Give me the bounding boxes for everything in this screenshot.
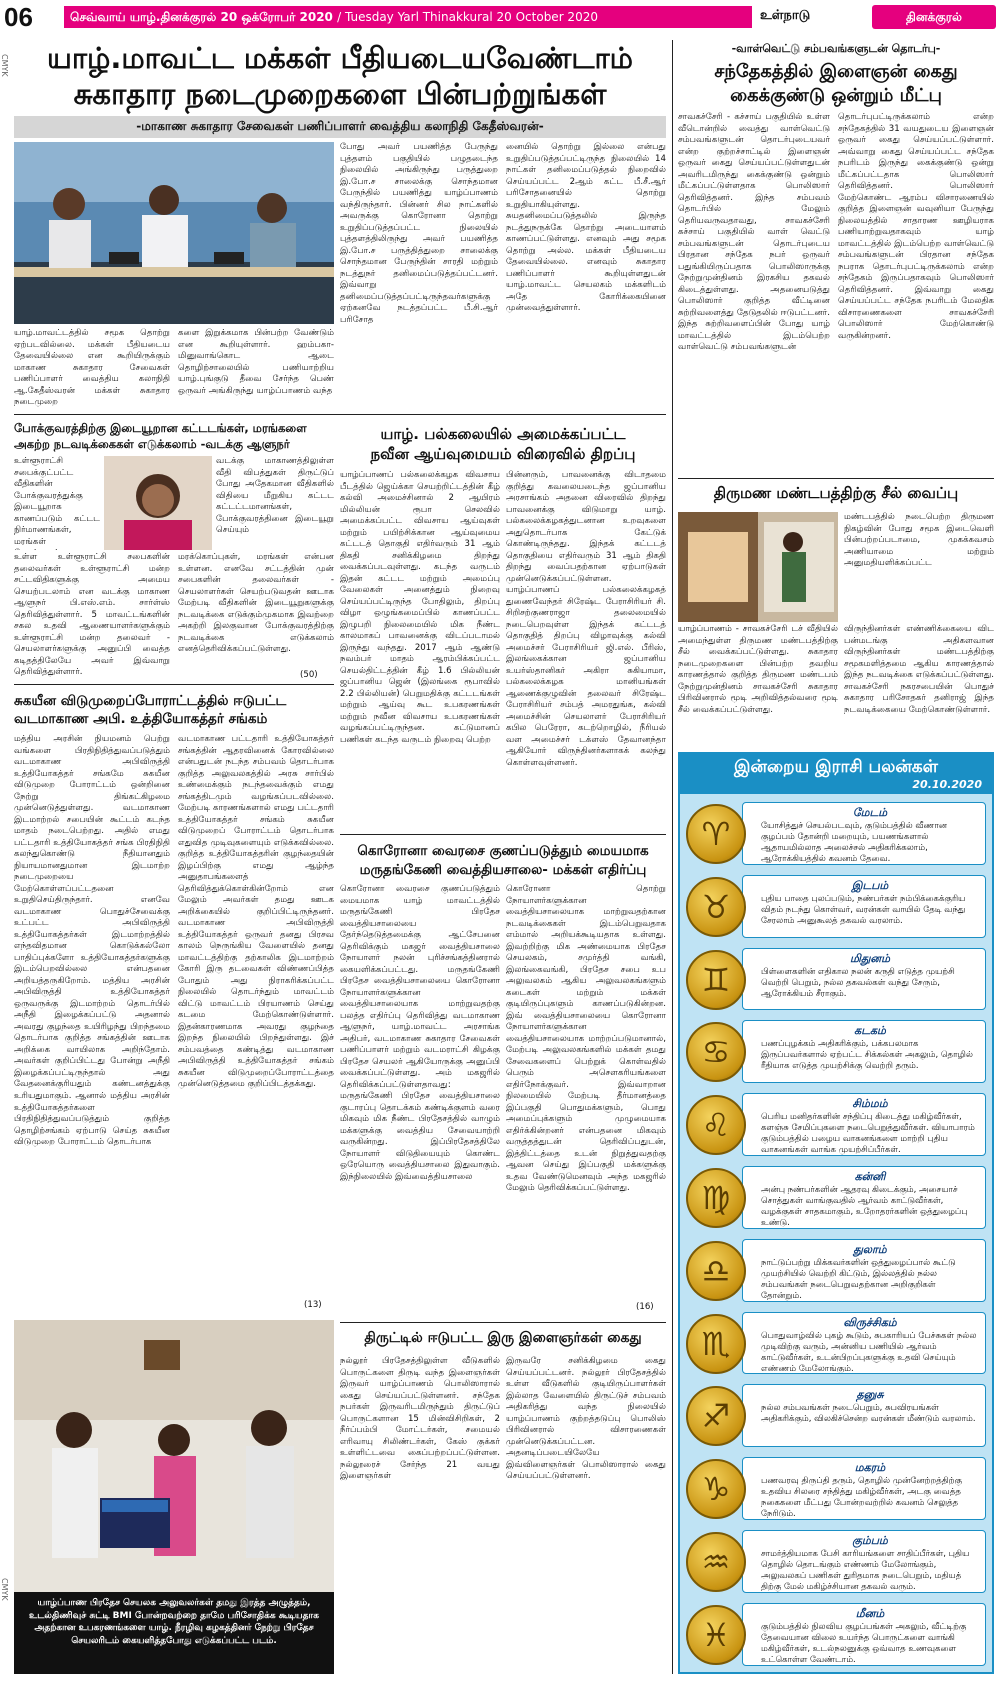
zodiac-text: புதிய பாதை புலப்படும், நண்பர்கள் நம்பிக்கைக்குரிய விதம் நடந்து கொள்வர், வரன்கள் வாயில் தேடி வந்து சேரலாம் அனுகூலத் தகவல் வரலாம். xyxy=(761,893,966,926)
zodiac-name: மீனம் xyxy=(855,1606,885,1620)
zodiac-text: பொதுவாழ்வில் புகழ் கூடும், சுபகாரியப் பேச்சுகள் நல்ல முடிவிற்கு வரும், அன்னிய பணியில் ஆர்வம் காட்டுவீர்கள், உடன்பிறப்புகளுக்கு உதவி செய்யும் எண்ணம் மேலோங்கும். xyxy=(761,1330,977,1374)
zodiac-text: பெரிய மனிதர்களின் சந்திப்பு கிடைத்து மகிழ்வீர்கள், களஞ்சு சேமிப்புகளை நடைபெறுத்துவீர்கள். வியாபாரம் குடும்பத்தில் பழைய வாகனங்களை மாற்றி புதிய வாகனங்கள் வாங்க முயற்சிப்பீர்கள். xyxy=(761,1112,975,1156)
university-col-2: பின்னரும், பாவனைக்கு விடாதமை குறித்து கவலையடைந்த ஜப்பானிய அரசாங்கம் அதனை விரைவில் திறந்து பாவனைக்கு விடுமாறு யாழ். பல்கலைக்கழகத்துடனான உறவுகளை அதுதொடர்பாக கேட்டுக் கொண்டிருந்தது. இந்தக் கட்டடத் தொகுதியை எதிர்வரும் 31 ஆம் திகதி திறந்து வைப்பதற்கான ஏற்பாடுகள் முன்னெடுக்கப்பட்டுள்ளன. யாழ்ப்பாணப் பல்கலைக்கழகத் துணைவேந்தர் சிரேஷ்ட பேராசிரியர் சி. சிறிசற்குணராஜா தலைமையில் நடைபெறவுள்ள இந்தக் கட்டடத் தொகுதித் திறப்பு விழாவுக்கு கல்வி அமைச்சர் பேராசிரியர் ஜி.எல். பீரிஸ், இலங்கைக்கான ஜப்பானிய உயர்ஸ்தானிகர் அகிரா சுகியாமா, பல்கலைக்கழக மானியங்கள் ஆணைக்குழுவின் தலைவர் சிரேஷ்ட பேராசிரியர் சம்பத் அமரதுங்க, கல்வி அமைச்சின் செயலாளர் பேராசிரியர் கபில பெரேரா, கடற்றொழில், நீரியல் வள அமைச்சர் டக்ளஸ் தேவானந்தா ஆகியோர் விருந்தினர்களாகக் கலந்து கொள்ளவுள்ளனர். xyxy=(506,470,666,768)
governor-col-2-top: வடக்கு மாகாணத்திலுள்ள வீதி விபத்துகள் திருட்டுப் போது அதேகமான வீதிகளில் விதியை மீறுகிய கட்டட கட்டட்டமானங்கள், போக்குவரத்தினை இடையூறு செய்யும் xyxy=(216,456,334,536)
aries-icon: ♈ xyxy=(686,804,746,864)
governor-col-2-bottom: மரக்கொப்புகள், மரங்கள் என்பன உள்ளன. எனவே சட்டத்தின் முன் சபைகளின் தலைவர்கள் - செயலாளர்கள் செயற்படுவதன் ஊடாக மேற்படி வீதிகளின் இடையூறுகளுக்கு நடவடிக்கை எடுக்கும்முகமாக இவற்றை அகற்றி இலகுவான போக்குவரத்திற்கு நடவடிக்கை எடுக்கலாம் எனத்தெரிவிக்கப்பட்டுள்ளது. xyxy=(178,552,334,655)
zodiac-row xyxy=(680,871,992,942)
zodiac-text: நல்ல சம்பவங்கள் நடைபெறும், சுபவிரயங்கள் அதிகரிக்கும், விலகிச்சென்ற வரன்கள் மீண்டும் வரலாம். xyxy=(761,1403,976,1425)
governor-col-1-top: உள்ளூராட்சி சபைக்குட்பட்ட வீதிகளின் போக்குவரத்துக்கு இடையூறாக காணப்படும் கட்டட நிர்மாணங்கள், மரங்கள் xyxy=(14,456,100,547)
zodiac-text: பிள்ளைகளின் எதிகால நலன் கருதி எடுத்த முயற்சி வெற்றி பெறும், நல்ல தகவல்கள் வந்து சேரும், ஆரோக்கியம் சீராகும். xyxy=(761,966,955,999)
zodiac-name: இடபம் xyxy=(851,878,889,892)
zodiac-row xyxy=(680,1235,992,1306)
zodiac-list xyxy=(680,798,992,1672)
governor-code: (50) xyxy=(300,670,318,680)
zodiac-name: விருச்சிகம் xyxy=(843,1315,897,1329)
scorpio-icon: ♏ xyxy=(686,1314,746,1374)
page-header xyxy=(0,0,1000,36)
governor-headline xyxy=(14,420,334,452)
sagittarius-icon: ♐ xyxy=(686,1386,746,1446)
zodiac-text: பணப்புழக்கம் அதிகரிக்கும், பக்கபலமாக இருப்பவர்களால் ஏற்பட்ட சிக்கல்கள் அகலும், தொழில் ரீதியாக எடுத்த முயற்சிக்கு வெற்றி தரும். xyxy=(761,1039,973,1072)
zodiac-name: துலாம் xyxy=(853,1242,887,1256)
lead-col-4: னையில் தொற்று இல்லை என்பது உறுதிப்படுத்தப்பட்டிருந்த நிலையில் 14 நாட்கள் தனிமைப்படுத்தல் நிறைவில் செய்யப்பட்ட 2ஆம் கட்ட பீ.சீ.ஆர் பரிசோதனையில் தொற்று உறுதியாகியுள்ளது. சுயதனிமைப்படுத்தலில் இருந்த நடத்துநருக்கே தொற்று அடையாளம் காணப்பட்டுள்ளது. எனவும் அது சமூக தொற்று அல்ல. மக்கள் பீதியடைய தேவையில்லை. எனவும் சுகாதார பணிப்பாளர் கூறியுள்ளதுடன் யாழ்.மாவட்ட செயலகம் மக்களிடம் அதே கோரிக்கையினை முன்வைத்துள்ளார். xyxy=(506,142,666,314)
dateline-english: / Tuesday Yarl Thinakkural 20 October 2020 xyxy=(337,10,598,24)
university-headline-line2: நவீன ஆய்வுமையம் விரைவில் திறப்பு xyxy=(370,445,636,463)
union-headline-line2: வடமாகாண அபி. உத்தியோகத்தர் சங்கம் xyxy=(14,711,268,727)
zodiac-box xyxy=(742,1530,986,1593)
zodiac-row xyxy=(680,1089,992,1160)
lead-col-2: களை இறுக்கமாக பின்பற்ற வேண்டும் என கூறியுள்ளார். ஹம்பகா- மினுவாங்கொட ஆடை தொழிற்சாலையில் பணியாற்றிய யாழ்.புங்குடு தீவை சேர்ந்த பெண் ஒருவர் அங்கிருந்து யாழ்ப்பாணம் வந்த xyxy=(178,328,334,396)
masthead-logo: தினக்குரல் xyxy=(872,5,996,29)
seal-col-left: யாழ்ப்பாணம் - சாவகச்சேரி டச் வீதியில் அமைந்துள்ள திருமண மண்டபத்திற்கு சீல் வைக்கப்பட்டுள்ளது. சுகாதார நடைமுறைகளை பின்பற்ற தவறிய காரணத்தால் குறித்த திருமண மண்டபம் நேற்றுமுன்தினம் சாவகச்சேரி சுகாதார பிரிவினரால் மூடி அறிவித்தல்வரை மூடி சீல் வைக்கப்பட்டுள்ளது. xyxy=(678,624,838,715)
grenade-headline xyxy=(678,60,994,108)
zodiac-name: மகரம் xyxy=(854,1461,886,1475)
seal-col-right: மண்டபத்தில் நடைபெற்ற திருமண நிகழ்வின் போது சமூக இடைவெளி பின்பற்றப்படாமை, முகக்கவசம் அணியாமை மற்றும் அனுமதியளிக்கப்பட்ட xyxy=(844,512,994,569)
zodiac-name: கன்னி xyxy=(854,1170,886,1183)
column-rule xyxy=(672,40,673,1674)
zodiac-box xyxy=(742,1384,986,1447)
zodiac-box xyxy=(742,802,986,865)
zodiac-text: நாட்டுப்பற்று மிக்கவர்களின் ஒத்துழைப்பால் கூட்டு முயற்சியில் வெற்றி கிட்டும், இல்லத்தில் நல்ல சம்பவங்கள் நடைபெறுவதற்கான அறிகுறிகள் தோன்றும். xyxy=(761,1257,956,1301)
zodiac-name: கடகம் xyxy=(854,1024,886,1038)
zodiac-name: கும்பம் xyxy=(852,1534,888,1547)
horoscope-panel xyxy=(678,752,994,1674)
zodiac-name: தனுசு xyxy=(856,1388,884,1402)
libra-icon: ♎ xyxy=(686,1241,746,1301)
zodiac-row xyxy=(680,1599,992,1670)
seal-headline: திருமண மண்டபத்திற்கு சீல் வைப்பு xyxy=(713,484,959,502)
divider xyxy=(340,1322,666,1323)
horoscope-title: இன்றைய இராசி பலன்கள் xyxy=(733,757,939,777)
governor-photo xyxy=(104,456,212,550)
zodiac-box xyxy=(742,875,986,938)
pisces-icon: ♓ xyxy=(686,1605,746,1665)
seal-photo xyxy=(678,512,838,622)
leo-icon: ♌ xyxy=(686,1095,746,1155)
horoscope-header xyxy=(680,754,992,794)
grenade-kicker: -வாள்வெட்டு சம்பவங்களுடன் தொடர்பு- xyxy=(731,42,941,55)
horoscope-date: 20.10.2020 xyxy=(912,778,982,791)
dateline-bar xyxy=(64,6,752,28)
divider xyxy=(678,478,994,479)
zodiac-box xyxy=(742,1457,986,1520)
lead-byline: -மாகாண சுகாதார சேவைகள் பணிப்பாளர் வைத்திய கலாநிதி கேதீஸ்வரன்- xyxy=(14,116,666,138)
zodiac-row xyxy=(680,1453,992,1524)
cmyk-mark-bottom: CMYK xyxy=(0,1578,9,1601)
lead-col-3: போது அவர் பயணித்த பேருந்து புத்தளம் பகுதியில் பழுதடைந்த நிலையில் அங்கிருந்து பருத்துறை இ.போ.ச சாலைக்கு சொந்தமான பேருந்தில் பயணித்து யாழ்ப்பாணம் வந்திருந்தார். பின்னர் சில நாட்களில் அவருக்கு கொரோனா தொற்று உறுதிப்படுத்தப்பட்ட நிலையில் புத்தளத்திலிருந்து அவர் பயணித்த இ.போ.ச பருத்தித்துறை சாலைக்கு சொந்தமான பேருந்தின் சாரதி மற்றும் நடத்துநர் தனிமைப்படுத்தப்பட்டனர். இவ்வாறு தனிமைப்படுத்தப்பட்டிருந்தவர்களுக்கு ஏற்கனவே நடத்தப்பட்ட பீ.சி.ஆர் பரிசோத xyxy=(340,142,498,325)
union-headline xyxy=(14,692,334,728)
zodiac-text: அன்பு நண்பர்களின் ஆதரவு கிடைக்கும், அசையாச் சொத்துகள் வாங்குவதில் ஆர்வம் காட்டுவீர்கள், வழக்குகள் சாதகமாகும், உறோதரர்களின் ஒத்துழைப்பு உண்டு. xyxy=(761,1185,968,1229)
zodiac-name: மிதுனம் xyxy=(850,951,890,965)
union-headline-line1: சுகயீன விடுமுறைப்போராட்டத்தில் ஈடுபட்ட xyxy=(14,693,287,709)
union-col-1: மத்திய அரசின் நியமனம் பெற்று வங்களை பிரதிநிதித்துவப்படுத்தும் வடமாகாண அபிவிருத்தி உத்தியோகத்தர் சங்கமே சுகயீன விடுமுறை போராட்டம் ஒன்றினை நேற்று திங்கட்கிழமை முன்னெடுத்துள்ளது. வடமாகாண இடமாற்றல் சபையின் கூட்டம் கடந்த மாதம் நடைபெற்றது. அதில் எமது பட்டதாரி உத்தியோகத்தர் சங்க பிரதிநிதி கலந்துகொண்டு நீதியானதும் நியாயமானதுமான இடமாற்ற நடைமுறையை மேற்கொள்ளப்பட்டதனை உறுதிசெய்திருந்தார். எனவே வடமாகாண பொதுச்சேவைக்கு உட்பட்ட அபிவிருத்தி உத்தியோகத்தர்கள் இடமாற்றத்தில் எந்தவிதமான கொடுக்கல்லோ பாதிப்புக்களோ உத்தியோகத்தர்களுக்கு இடம்பெறவில்லை என்பதனை அறியத்தருகிறோம். மத்திய அரசின் அபிவிருத்தி உத்தியோகத்தர் ஒருவருக்கு இடமாற்றம் தொடர்பில் அநீதி இழைக்கப்பட்டு அதனால் அவரது குழந்தை உயிரிழந்து பிறந்தமை தொடர்பாக குறித்த சங்கத்தின் ஊடாக அறிக்கை வாயிலாக அறிந்தோம். அவர்கள் குறிப்பிட்டது போன்று அநீதி இழைக்கப்பட்டிருந்தால் அது வேதனைக்குரியதும் கண்டனத்துக்கு உரியதுமாகும். ஆனால் மத்திய அரசின் உத்தியோகத்தர்களை பிரதிநிதித்துவப்படுத்தும் குறித்த தொழிற்சங்கம் ஏற்பாடு செய்த சுகயீன விடுமுறை போராட்டம் தொடர்பாக xyxy=(14,734,170,1148)
corona-headline-line2: மருதங்கேணி வைத்தியசாலை- மக்கள் எதிர்ப்பு xyxy=(359,862,647,878)
zodiac-row xyxy=(680,944,992,1015)
zodiac-row xyxy=(680,1308,992,1379)
zodiac-text: சாமர்த்தியமாக பேசி காரியங்களை சாதிப்பீர்கள், புதிய தொழில் தொடங்கும் எண்ணம் மேலோங்கும், அலுவலகப் பணிகள் துரிதமாக நடைபெறும், மதியத் திற்கு மேல் மகிழ்ச்சியான தகவல் வரும். xyxy=(761,1549,970,1593)
governor-headline-line2: அகற்ற நடவடிக்கைகள் எடுக்கலாம் -வடக்கு ஆளுநர் xyxy=(14,437,290,451)
zodiac-row xyxy=(680,1526,992,1597)
theft-headline: திருட்டில் ஈடுபட்ட இரு இளைஞர்கள் கைது xyxy=(364,1330,642,1346)
grenade-headline-line1: சந்தேகத்தில் இளைஞன் கைது xyxy=(714,61,958,82)
zodiac-text: குடும்பத்தில் நிலவிய குழப்பங்கள் அகலும், வீட்டிற்கு தேவையான விலை உயர்ந்த பொருட்களை வாங்கி மகிழ்வீர்கள், உடல்நலனுக்கு ஒவ்வாத உணவுகளை உட்கொள்ள வேண்டாம். xyxy=(761,1621,967,1665)
zodiac-row xyxy=(680,798,992,869)
zodiac-box xyxy=(742,1093,986,1156)
theft-col-1: நல்லூர் பிரதேசத்திலுள்ள வீடுகளில் பொருட்களை திருடி வந்த இளைஞர்கள் இருவர் யாழ்ப்பாணம் பொலிஸாரால் கைது செய்யப்பட்டுள்ளனர். சந்தேக நபர்கள் இருவரிடமிருந்தும் திருட்டுப் பொருட்களான 15 மின்விசிறிகள், 2 நீர்ப்பம்பி மோட்டர்கள், சமையல் எரிவாயு சிலிண்டர்கள், கேஸ் குக்கர் உள்ளிட்டவை கைப்பற்றப்பட்டுள்ளன. நல்லூரைச் சேர்ந்த 21 வயது இளைஞர்கள் xyxy=(340,1356,500,1482)
cancer-icon: ♋ xyxy=(686,1022,746,1082)
seal-col-right-2: விருந்தினர்கள் எண்ணிக்கையை விட பன்மடங்கு அதிகளவான விருந்தினர்கள் மண்டபத்திற்கு சமூகமளித்தமை ஆகிய காரணத்தால் இந்த நடவடிக்கை எடுக்கப்பட்டுள்ளது. சாவகச்சேரி நகரசபையின் பொதுச் சுகாதார பரிசோதகர் தனிராஜ் இந்த நடவடிக்கையை மேற்கொண்டுள்ளார். xyxy=(844,624,994,715)
aquarius-icon: ♒ xyxy=(686,1532,746,1592)
zodiac-box xyxy=(742,1166,986,1229)
grenade-col-2: தொடர்புபட்டிருக்கலாம் என்ற சந்தேகத்தில் 31 வயதுடைய இளைஞன் ஒருவர் கைது செய்யப்பட்டுள்ளார். அவ்வாறு கைது செய்யப்பட்ட சந்தேக நபரிடம் இருந்து கைக்குண்டு ஒன்று மீட்கப்பட்டதாக பொலிஸார் தெரிவித்தனர். பொலிஸார் மேற்கொண்ட ஆரம்ப விசாரணையில் குறித்த இளைஞன் வவுனியா பேருந்து நிலையத்தில் சாதாரண ஊழியராக பணியாற்றுவதாகவும் யாழ் மாவட்டத்தில் இடம்பெற்ற வாள்வெட்டு சம்பவங்களுடன் பிரதான சந்தேக நபராக தொடர்புபட்டிருக்கலாம் என்ற சந்தேகம் இருப்பதாகவும் பொலிஸார் தெரிவித்தனர். இவ்வாறு கைது செய்யப்பட்ட சந்தேக நபரிடம் மேலதிக விசாரணைகளை சாவகச்சேரி பொலிஸார் மேற்கொண்டு வருகின்றனர். xyxy=(838,112,994,341)
zodiac-box xyxy=(742,948,986,1011)
zodiac-name: மேடம் xyxy=(852,806,888,819)
capricorn-icon: ♑ xyxy=(686,1459,746,1519)
university-headline-line1: யாழ். பல்கலையில் அமைக்கப்பட்ட xyxy=(380,425,626,443)
zodiac-box xyxy=(742,1603,986,1666)
zodiac-name: சிம்மம் xyxy=(852,1097,888,1111)
corona-headline-line1: கொரோனா வைரசை குணப்படுத்தும் மையமாக xyxy=(357,843,649,859)
virgo-icon: ♍ xyxy=(686,1168,746,1228)
grenade-headline-line2: கைக்குண்டு ஒன்றும் மீட்பு xyxy=(730,85,942,106)
lead-headline-line1: யாழ்.மாவட்ட மக்கள் பீதியடையவேண்டாம் xyxy=(47,41,633,75)
gemini-icon: ♊ xyxy=(686,950,746,1010)
cmyk-mark-top: CMYK xyxy=(0,54,9,77)
corona-col-1: கொரோனா வைரசை குணப்படுத்தும் மையமாக யாழ் மாவட்டத்தில் மருதங்கேணி பிரதேச வைத்தியசாலையை தேர்ந்தெடுத்தமைக்கு ஆட்சேபனை தெரிவிக்கும் மகஜர் வைத்தியசாலை நோயாளர் நலன் புரிச்சங்கத்தினரால் கையளிக்கப்பட்டது. மருதங்கேணி பிரதேச வைத்தியசாலையை கொரோனா நோயாளர்களுக்கான வைத்தியசாலையாக மாற்றுவதற்கு பலத்த எதிர்ப்பு தெரிவித்து வடமாகாண ஆளுநர், யாழ்.மாவட்ட அரசாங்க அதிபர், வடமாகாண சுகாதார சேவைகள் பணிப்பாளர் மற்றும் வடமராட்சி கிழக்கு பிரதேச செயலர் ஆகியோருக்கு அனுப்பி வைக்கப்பட்டுள்ளது. அம் மகஜரில் தெரிவிக்கப்பட்டுள்ளதாவது: மருதங்கேணி பிரதேச வைத்தியசாலை குடாரப்பு தொடக்கம் கண்டிக்குளம் வரை மிகவும் மிக நீண்ட பிரதேசத்தில் வாழும் மக்களுக்கு வைத்திய சேவையாற்றி வருகின்றது. இப்பிரதேசத்திலே நோயாளர் விடுதியையும் கொண்ட ஒரேயொரு வைத்தியசாலை இதுவாகும். இந்நிலையில் இவ்வைத்தியசாலை xyxy=(340,884,500,1182)
zodiac-box xyxy=(742,1239,986,1302)
bmi-photo-caption: யாழ்ப்பாண பிரதேச செயலக அலுவலர்கள் தமது இரத்த அழுத்தம், உடல்திணிவுச் சுட்டி BMI போன்றவற்றை தாமே பரிசோதிக்க கூடியதாக அதற்கான உபகரணங்களை யாழ். நீரழிவு கழகத்தினர் நேற்று பிரதேச செயலரிடம் கையளித்தபோது எடுக்கப்பட்ட படம். xyxy=(14,1592,334,1674)
corona-col-2: கொரோனா தொற்று நோயாளர்களுக்கான வைத்தியசாலையாக மாற்றுவதற்கான நடவடிக்கைகள் இடம்பெறுவதாக எம்மால் அறியக்கூடியதாக உள்ளது. இவற்றிற்கு மிக அண்மையாக பிரதேச செயலகம், சமுர்த்தி வங்கி, இலங்கைவங்கி, பிரதேச சபை உப அலுவலகம் ஆகிய அலுவலகங்களும் கடைகள் மற்றும் மக்கள் குடியிருப்புகளும் காணப்படுகின்றன. இவ் வைத்தியசாலையை கொரோனா நோயாளர்களுக்கான வைத்தியசாலையாக மாற்றப்படுமானால், மேற்படி அலுவலகங்களில் மக்கள் தமது சேவைகளைப் பெற்றுக் கொள்வதில் பெரும் அசௌகரியங்களை எதிர்நோக்குவர். இவ்வாறான நிலமையில் மேற்படி தீர்மானத்தை இப்பகுதி பொதுமக்களும், பொது அமைப்புக்களும் முழுமையாக எதிர்க்கின்றனர் என்பதனை மிகவும் வருத்தத்துடன் தெரிவிப்பதுடன், இத்திட்டத்தை உடன் நிறுத்துவதற்கு ஆவன செய்து இப்பகுதி மக்களுக்கு உதவ வேண்டுமெனவும் அந்த மகஜரில் மேலும் தெரிவிக்கப்பட்டுள்ளது. xyxy=(506,884,666,1194)
lead-headline-line2: சுகாதார நடைமுறைகளை பின்பற்றுங்கள் xyxy=(73,77,607,111)
section-label: உள்நாடு xyxy=(760,8,811,23)
taurus-icon: ♉ xyxy=(686,877,746,937)
zodiac-box xyxy=(742,1020,986,1083)
zodiac-text: யோசித்துச் செயல்படவும், குடும்பத்தில் வீணான குழப்பம் தோன்றி மறையும், பயணங்களால் ஆதாயமில்லாத அலைச்சல் அதிகரிக்கலாம், ஆரோக்கியத்தில் கவனம் தேவை. xyxy=(761,821,948,865)
zodiac-box xyxy=(742,1312,986,1375)
lead-col-1: யாழ்.மாவட்டத்தில் சமூக தொற்று ஏற்படவில்லை. மக்கள் பீதியடைய தேவையில்லை என கூறியிருக்கும் மாகாண சுகாதார சேவைகள் பணிப்பாளர் வைத்திய கலாநிதி ஆ.கேதீஸ்வரன் மக்கள் சுகாதார நடைமுறை xyxy=(14,328,170,408)
theft-col-2: இருவரே சனிக்கிழமை கைது செய்யப்பட்டனர். நல்லூர் பிரதேசத்தில் உள்ள வீடுகளில் குடியிருப்பாளர்கள் இல்லாத வேளையில் திருட்டுச் சம்பவம் அதிகரித்து வந்த நிலையில் யாழ்ப்பாணம் குற்றத்தடுப்பு பொலிஸ் பிரிவினரால் விசாரணைகள் முன்னெடுக்கப்பட்டன. அதனடிப்படையிலேயே இவ்விளைஞர்கள் பொலிஸாரால் கைது செய்யப்பட்டுள்ளனர். xyxy=(506,1356,666,1482)
divider xyxy=(340,834,666,835)
university-col-1: யாழ்ப்பாணப் பல்கலைக்கழக விவசாய பீடத்தில் ஜெய்க்கா செயற்றிட்டத்தின் கீழ் கல்வி அமைச்சினால் 2 ஆயிரம் மில்லியன் ரூபா செலவில் அமைக்கப்பட்ட விவசாய ஆய்வுகள் மற்றும் பயிற்சிக்கான ஆய்வுமைய கட்டடத் தொகுதி எதிர்வரும் 31 ஆம் திகதி சனிக்கிழமை திறந்து வைக்கப்படவுள்ளது. கடந்த வருடம் இதன் கட்டட மற்றும் அமைப்பு வேலைகள் அனைத்தும் நிறைவு செய்யப்பட்டிருந்த போதிலும், திறப்பு விழா ஒழுங்கமைப்பில் காணப்பட்ட இழுபறி நிலைமையில் மிக நீண்ட காலமாகப் பாவனைக்கு விடப்படாமல் இருந்து வந்தது. 2017 ஆம் ஆண்டு நவம்பர் மாதம் ஆரம்பிக்கப்பட்ட செயல்திட்டத்தின் கீழ் 1.6 பில்லியன் ஜப்பானிய ஜென் (இலங்கை ரூபாவில் 2.2 பில்லியன்) பெறுமதிக்கு கட்டடங்கள் மற்றும் ஆய்வு கூட உபகரணங்கள் மற்றும் நவீன விவசாய உபகரணங்கள் வழங்கப்பட்டிருந்தன. கட்டுமானப் பணிகள் கடந்த வருடம் நிறைவு பெற்ற xyxy=(340,470,500,745)
page-number: 06 xyxy=(4,2,33,32)
divider xyxy=(14,684,334,685)
lead-headline xyxy=(14,40,666,112)
zodiac-row xyxy=(680,1380,992,1451)
governor-headline-line1: போக்குவரத்திற்கு இடையூறான கட்டடங்கள், மரங்களை xyxy=(14,421,307,435)
zodiac-text: பணவரவு திருப்தி தரும், தொழில் முன்னேற்றத்திற்கு உதவிய சிலரை சந்தித்து மகிழ்வீர்கள், அடகு வைத்த நகைகளை மீட்பது போன்றவற்றில் கவனம் செலுத்த நேரிடும். xyxy=(761,1476,963,1520)
dateline-tamil: செவ்வாய் யாழ்.தினக்குரல் 20 ஒக்ரோபர் 2020 xyxy=(70,10,333,24)
bmi-photo xyxy=(14,1320,334,1592)
zodiac-row xyxy=(680,1016,992,1087)
grenade-col-1: சாவகச்சேரி - கச்சாய் பகுதியில் உள்ள வீடொன்றில் வைத்து வாள்வெட்டு சம்பவங்களுடன் தொடர்புடையவர் என்ற குற்றச்சாட்டில் இளைஞன் ஒருவர் கைது செய்யப்பட்டுள்ளதுடன் அவரிடமிருந்து கைக்குண்டு ஒன்றும் மீட்கப்பட்டுள்ளதாக பொலிஸார் தெரிவித்தனர். இந்த சம்பவம் தொடர்பில் மேலும் தெரியவருவதாவது, சாவகச்சேரி கச்சாய் பகுதியில் வாள் வெட்டு சம்பவங்களுடன் தொடர்புடைய பிரதான சந்தேக நபர் ஒருவர் பதுங்கியிருப்பதாக பொலிஸாருக்கு நேற்றுமுன்தினம் இரகசிய தகவல் கிடைத்துள்ளது. அதனையடுத்து பொலிஸார் குறித்த வீட்டினை சுற்றிவளைத்து தேடுதலில் ஈடுபட்டனர். இந்த சுற்றிவளைப்பின் போது யாழ் மாவட்டத்தில் இடம்பெற்ற வாள்வெட்டு சம்பவங்களுடன் xyxy=(678,112,830,353)
corona-headline xyxy=(340,842,666,880)
corona-code: (16) xyxy=(636,1302,654,1312)
governor-col-1-bottom: உள்ள உள்ளூராட்சி சபைகளின் தலைவர்கள் உள்ளூராட்சி மன்ற சட்டவிதிகளுக்கு அமைய செயற்படலாம் என வடக்கு மாகாண ஆளுநர் பி.எஸ்.எம். சார்ள்ஸ் தெரிவித்துள்ளார். 5 மாவட்டங்களின் சகல உதவி ஆணையாளர்களுக்கும் உள்ளூராட்சி மன்ற தலைவர் - செயலாளர்களுக்கு அனுப்பி வைத்த கடிதத்திலேயே அவர் இவ்வாறு தெரிவித்துள்ளார். xyxy=(14,552,170,678)
zodiac-row xyxy=(680,1162,992,1233)
union-code: (13) xyxy=(304,1300,322,1310)
union-col-2: வடமாகாண பட்டதாரி உத்தியோகத்தர் சங்கத்தின் ஆதரவினைக் கோரவில்லை என்பதுடன் நடந்த சம்பவம் தொடர்பாக குறித்த அலுவலகத்தில் அரசு சார்பில் உண்மைக்கும் நடந்தவைக்கும் எமது சங்கத்திடமும் வழங்கப்படவில்லை. மேற்படி காரணங்களால் எமது பட்டதாரி உத்தியோகத்தர் சங்கம் சுகயீன விடுமுறைப் போராட்டம் தொடர்பாக எதுவித முடிவுகளையும் எடுக்கவில்லை. குறித்த உத்தியோகத்தரின் குழந்தையின் இழப்பிற்கு எமது ஆழ்ந்த அனுதாபங்களைத் தெரிவித்துக்கொள்கின்றோம் என மேலும் அவர்கள் தமது ஊடக அறிக்கையில் குறிப்பிட்டிருந்தனர். வடமாகாண அபிவிருத்தி உத்தியோகத்தர் ஒருவர் தனது பிரசவ காலம் நெருங்கிய வேளையில் தனது மாவட்டத்திற்கு தற்காலிக இடமாற்றம் கோரி இரு தடவைகள் விண்ணப்பித்த போதும் அது நிராகரிக்கப்பட்ட நிலையில் தொடர்ந்தும் மாவட்டம் விட்டு மாவட்டம் பிரயாணம் செய்து கடமை மேற்கொண்டுள்ளார். இதன்காரணமாக அவரது குழந்தை இறந்த நிலையில் பிறந்துள்ளது. இச் சம்பவத்தை கண்டித்து வடமாகாண அபிவிருத்தி உத்தியோகத்தர் சங்கம் சுகயீன விடுமுறைப்போராட்டத்தை முன்னெடுத்தமை குறிப்பிடத்தக்கது. xyxy=(178,734,334,1090)
divider xyxy=(14,414,666,415)
lead-photo xyxy=(14,142,334,324)
university-headline xyxy=(340,424,666,464)
